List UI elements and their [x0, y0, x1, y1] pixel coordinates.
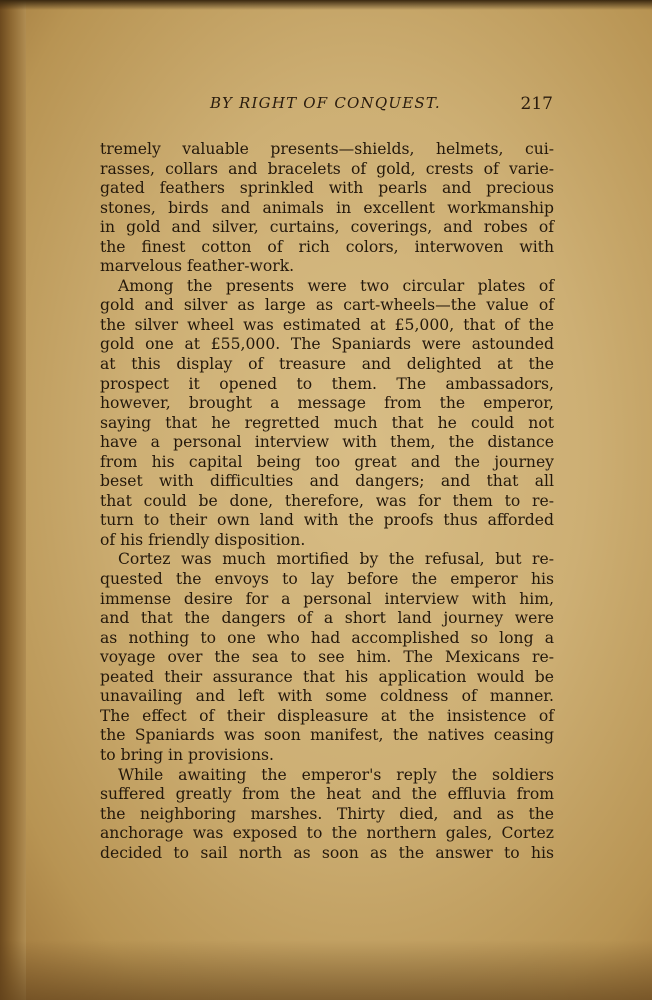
text-line: stones, birds and animals in excellent workmanship: [100, 198, 554, 217]
text-line: the finest cotton of rich colors, interwoven with: [100, 237, 554, 256]
text-line: prospect it opened to them. The ambassadors,: [100, 374, 554, 393]
text-line: however, brought a message from the emperor,: [100, 394, 554, 413]
page-gutter: [0, 0, 26, 1000]
text-line: The effect of their displeasure at the insistence of: [100, 706, 554, 725]
text-line: marvelous feather-work.: [100, 257, 295, 276]
page-bottom-edge: [0, 940, 652, 1000]
text-line: the neighboring marshes. Thirty died, and as the: [100, 804, 554, 823]
text-line: unavailing and left with some coldness of manner.: [100, 687, 554, 706]
text-line: gold and silver as large as cart-wheels—the value of: [100, 296, 554, 315]
text-line: gold one at £55,000. The Spaniards were astounded: [100, 335, 554, 354]
page-header: [98, 94, 553, 118]
text-line: peated their assurance that his application would be: [100, 667, 554, 686]
text-line: as nothing to one who had accomplished so long a: [100, 628, 554, 647]
text-line: decided to sail north as soon as the answer to his: [100, 843, 554, 862]
text-line: gated feathers sprinkled with pearls and precious: [100, 179, 554, 198]
text-line: rasses, collars and bracelets of gold, crests of varie-: [100, 159, 554, 178]
text-line: turn to their own land with the proofs thus afforded: [100, 511, 554, 530]
text-line: saying that he regretted much that he could not: [100, 413, 554, 432]
text-line: in gold and silver, curtains, coverings, and robes of: [100, 218, 554, 237]
text-line: Among the presents were two circular plates of: [118, 276, 554, 295]
text-line: beset with difficulties and dangers; and that all: [100, 472, 554, 491]
text-line: voyage over the sea to see him. The Mexicans re-: [100, 648, 554, 667]
page-top-shadow: [0, 0, 652, 10]
text-line: at this display of treasure and delighted at the: [100, 355, 554, 374]
text-line: to bring in provisions.: [100, 745, 275, 764]
text-line: from his capital being too great and the journey: [100, 452, 554, 471]
text-line: have a personal interview with them, the distance: [100, 433, 554, 452]
text-line: of his friendly disposition.: [100, 530, 306, 549]
text-line: While awaiting the emperor's reply the soldiers: [118, 765, 554, 784]
body-text: [100, 140, 554, 863]
text-line: anchorage was exposed to the northern gales, Cortez: [100, 824, 554, 843]
text-line: tremely valuable presents—shields, helmets, cui-: [100, 140, 554, 158]
text-line: and that the dangers of a short land journey were: [100, 609, 554, 628]
text-line: quested the envoys to lay before the emperor his: [100, 570, 554, 589]
text-line: suffered greatly from the heat and the effluvia from: [100, 785, 554, 804]
text-line: the Spaniards was soon manifest, the natives ceasing: [100, 726, 554, 745]
text-line: immense desire for a personal interview with him,: [100, 589, 554, 608]
running-head: BY RIGHT OF CONQUEST.: [210, 94, 441, 112]
text-line: that could be done, therefore, was for them to re-: [100, 491, 554, 510]
page-number: 217: [520, 94, 553, 114]
text-line: Cortez was much mortified by the refusal, but re-: [118, 550, 554, 569]
text-line: the silver wheel was estimated at £5,000, that of the: [100, 315, 554, 334]
